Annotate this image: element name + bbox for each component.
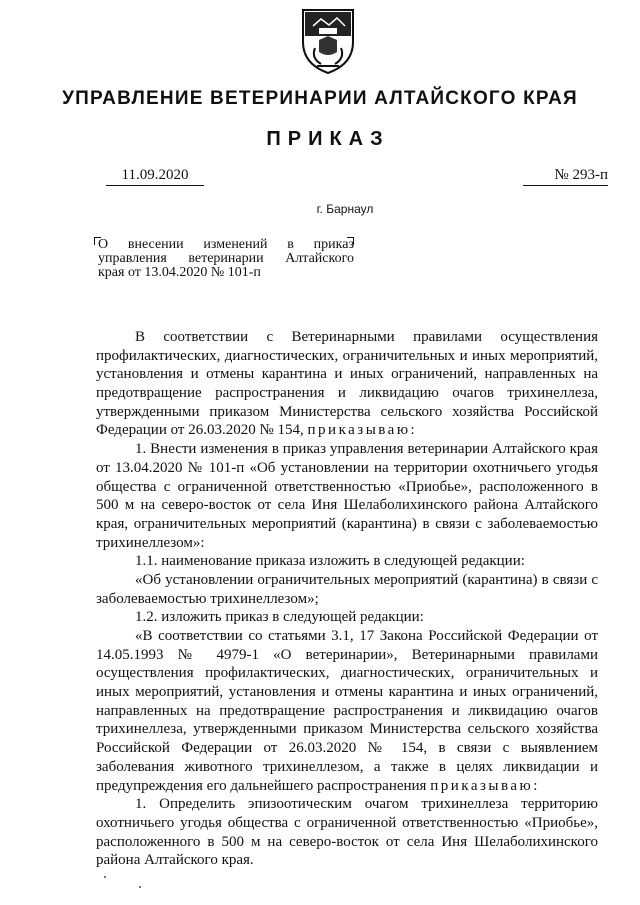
document-date: 11.09.2020: [106, 167, 204, 186]
body-line: «В соответствии со статьями 3.1, 17 Закона Российской Федерации от: [135, 628, 598, 644]
subject-line: О внесении изменений в приказ: [98, 237, 354, 252]
body-line: трихинеллеза, утвержденными приказом Министерства сельского хозяйства: [96, 721, 598, 738]
document-city: г. Барнаул: [316, 202, 374, 216]
organization-name: УПРАВЛЕНИЕ ВЕТЕРИНАРИИ АЛТАЙСКОГО КРАЯ: [62, 88, 578, 109]
order-word: приказываю:: [307, 422, 418, 439]
body-line: охотничьего угодья общества с ограниченной ответственностью «Приобье»,: [96, 814, 598, 831]
body-line: В соответствии с Ветеринарными правилами осуществления: [135, 329, 598, 345]
body-line: 1.2. изложить приказ в следующей редакции:: [135, 609, 424, 626]
body-line: [96, 777, 598, 796]
body-line: заболеваемостью трихинеллезом»;: [96, 590, 319, 607]
body-line: 1.1. наименование приказа изложить в следующей редакции:: [135, 553, 525, 570]
body-line: 1. Определить эпизоотическим очагом трихинеллеза территорию: [135, 796, 598, 813]
body-line: установления и отмены карантина и иных ограничений, направленных на: [96, 366, 598, 383]
body-line: от 13.04.2020 № 101-п «Об установлении на территории охотничьего угодья: [96, 459, 598, 476]
body-line: Российской Федерации от 26.03.2020 № 154, в связи с выявлением: [96, 740, 598, 757]
document-type-title: ПРИКАЗ: [266, 128, 390, 150]
body-line-text: Федерации от 26.03.2020 № 154,: [96, 422, 304, 439]
body-line: 14.05.1993 № 4979-1 «О ветеринарии», Ветеринарными правилами: [96, 646, 598, 663]
body-line-text: предупреждения его дальнейшего распространения: [96, 777, 427, 794]
body-line: [96, 421, 598, 440]
body-line: трихинеллезом»:: [96, 534, 205, 551]
scan-speck: [104, 876, 106, 878]
body-line: 500 м на северо-восток от села Иня Шелаболихинского района Алтайского: [96, 497, 598, 514]
body-line: предотвращение распространения и ликвидацию очагов трихинеллеза,: [96, 385, 598, 402]
document-subject: [98, 238, 354, 280]
scan-speck: [139, 886, 141, 888]
body-line: направленных на предотвращение распространения и ликвидацию очагов: [96, 702, 598, 719]
order-word: приказываю:: [430, 777, 540, 794]
body-line: «Об установлении ограничительных мероприятий (карантина) в связи с: [135, 571, 598, 588]
body-line: расположенного в 500 м на северо-восток от села Иня Шелаболихинского: [96, 833, 598, 850]
body-line: осуществления профилактических, диагностических, ограничительных и: [96, 665, 598, 682]
subject-line: управления ветеринарии Алтайского: [98, 251, 354, 266]
body-line: края, ограничительных мероприятий (карантина) в связи с заболеваемостью: [96, 515, 598, 532]
body-line: заболевания животного трихинеллезом, а также в целях ликвидации и: [96, 758, 598, 775]
document-number: № 293-п: [523, 167, 608, 186]
document-body: [96, 328, 598, 870]
body-line: 1. Внести изменения в приказ управления ветеринарии Алтайского края: [135, 441, 598, 458]
body-line: общества с ограниченной ответственностью «Приобье», расположенного в: [96, 478, 598, 495]
body-line: профилактических, диагностических, ограничительных и иных мероприятий,: [96, 347, 598, 364]
body-line: утвержденными приказом Министерства сельского хозяйства Российской: [96, 403, 598, 420]
body-line: района Алтайского края.: [96, 852, 254, 869]
coat-of-arms-emblem: [297, 6, 359, 76]
subject-line: края от 13.04.2020 № 101-п: [98, 265, 261, 280]
body-line: иных мероприятий, установления и отмены карантина и иных ограничений,: [96, 684, 598, 701]
